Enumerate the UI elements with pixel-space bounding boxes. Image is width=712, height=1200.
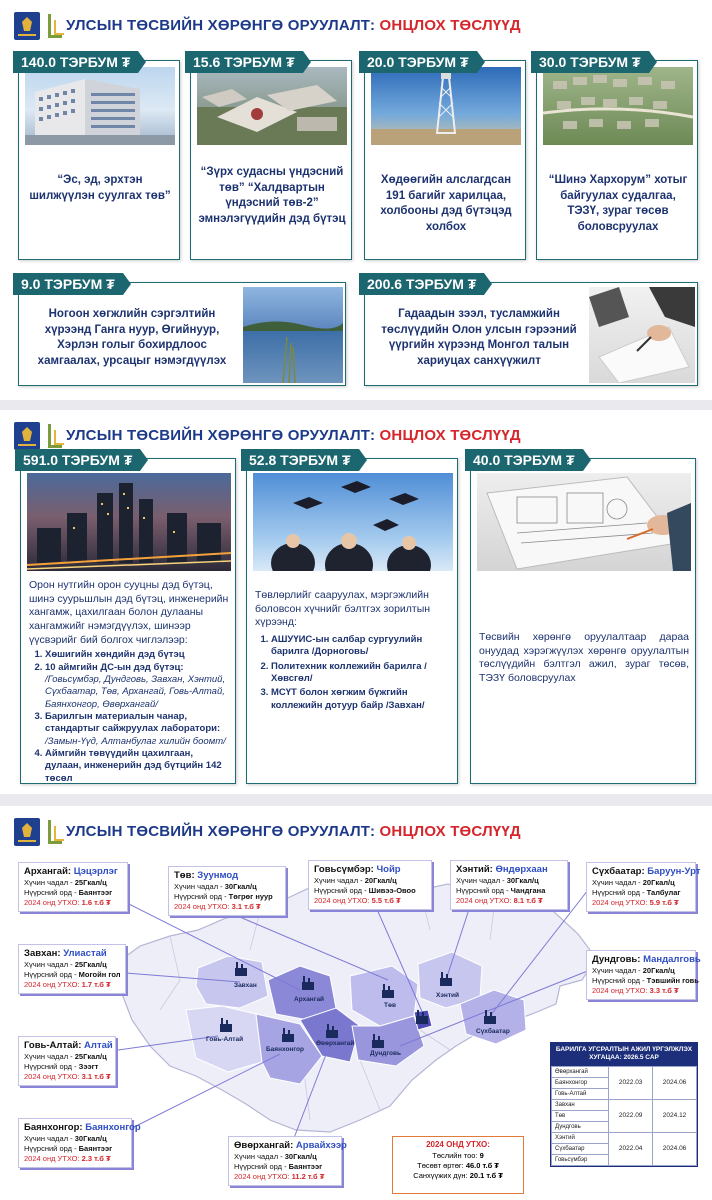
aimag-utxo: 2024 онд УТХО: 1.6 т.б ₮: [24, 897, 111, 907]
aimag-coal-field: Нүүрсний орд - Талбулаг: [592, 888, 681, 898]
project-description: Гадаадын зээл, тусламжийн төслүүдийн Олон улсын гэрээний үүргийн хүрээнд Монгол талын хариуцах санхүүжилт: [381, 308, 577, 367]
utxo-summary-box: [392, 1136, 524, 1194]
title-main: УЛСЫН ТӨСВИЙН ХӨРӨНГӨ ОРУУЛАЛТ:: [66, 17, 380, 34]
aimag-coal-field: Нүүрсний орд - Тэвшийн говь: [592, 976, 699, 986]
aimag-name: Төв: Зуунмод: [174, 870, 239, 881]
aimag-utxo: 2024 онд УТХО: 2.3 т.б ₮: [24, 1153, 111, 1163]
title-accent: ОНЦЛОХ ТӨСЛҮҮД: [379, 17, 521, 34]
table-cell: 2024.12: [653, 1099, 697, 1132]
aimag-box-sukhbaatar: [586, 862, 701, 912]
aimag-box-gobisumber: [308, 860, 432, 910]
aimag-capacity: Хүчин чадал - 20Гкал/ц: [592, 878, 675, 888]
education-intro: Төвлөрлийг сааруулах, мэргэжлийн боловсон хүчнийг бэлтгэх зорилтын хүрээнд:: [255, 589, 431, 629]
table-cell: Төв: [552, 1110, 609, 1121]
table-cell: Говь-Алтай: [552, 1088, 609, 1099]
aimag-capacity: Хүчин чадал - 25Гкал/ц: [24, 1052, 107, 1062]
table-cell: 2022.04: [609, 1132, 653, 1165]
table-cell: Говьсүмбэр: [552, 1154, 609, 1165]
aimag-name: Завхан: Улиастай: [24, 948, 107, 959]
aimag-coal-field: Нүүрсний орд - Баянтээг: [24, 1144, 113, 1154]
table-cell: Хэнтий: [552, 1132, 609, 1143]
region-label: Өвөрхангай: [316, 1040, 355, 1047]
summary-budget-cost: Төсөвт өртөг: 46.0 т.б ₮: [417, 1160, 499, 1170]
aimag-name: Дундговь: Мандалговь: [592, 954, 701, 965]
region-label: Завхан: [234, 982, 257, 989]
aimag-utxo: 2024 онд УТХО: 3.1 т.б ₮: [24, 1071, 111, 1081]
table-row: [552, 1132, 697, 1143]
amount-tag: 52.8 ТЭРБУМ ₮: [241, 449, 359, 471]
project-description: Ногоон хөгжлийн сэргэлтийн хүрээнд Ганга нуур, Өгийнуур, Хэрлэн голыг бохирдлоос хамгаалах, урсацыг нэмэгдүүлэх: [37, 308, 227, 367]
region-label: Дундговь: [370, 1050, 401, 1057]
aimag-name: Архангай: Цэцэрлэг: [24, 866, 118, 877]
amount-tag: 30.0 ТЭРБУМ ₮: [531, 51, 649, 73]
summary-title: 2024 ОНД УТХО:: [426, 1140, 490, 1149]
title-main: УЛСЫН ТӨСВИЙН ХӨРӨНГӨ ОРУУЛАЛТ:: [66, 823, 380, 840]
aimag-utxo: 2024 онд УТХО: 5.5 т.б ₮: [314, 895, 401, 905]
aimag-name: Сүхбаатар: Баруун-Урт: [592, 866, 701, 877]
amount-tag: 40.0 ТЭРБУМ ₮: [465, 449, 583, 471]
aimag-name: Хэнтий: Өндөрхаан: [456, 864, 548, 875]
schedule-title: БАРИЛГА УГСРАЛТЫН АЖИЛ ҮРГЭЛЖЛЭХ ХУГАЦАА: 2026.5 САР: [551, 1043, 697, 1066]
list-item-label: Барилгын материалын чанар, стандартыг сайжруулах лаборатори:: [45, 710, 221, 735]
aimag-capacity: Хүчин чадал - 30Гкал/ц: [234, 1152, 317, 1162]
schedule-table: [551, 1066, 697, 1166]
project-description: “Эс, эд, эрхтэн шилжүүлэн суулгах төв”: [29, 174, 171, 202]
table-row: [552, 1066, 697, 1077]
amount-tag: 15.6 ТЭРБУМ ₮: [185, 51, 303, 73]
aimag-coal-field: Нүүрсний орд - Баянтээг: [24, 888, 113, 898]
table-cell: 2024.06: [653, 1132, 697, 1165]
summary-project-count: Төслийн тоо: 9: [432, 1150, 484, 1160]
table-cell: 2022.03: [609, 1066, 653, 1099]
aimag-name: Говь-Алтай: Алтай: [24, 1040, 113, 1051]
construction-schedule: [550, 1042, 698, 1167]
aimag-utxo: 2024 онд УТХО: 11.2 т.б ₮: [234, 1171, 325, 1181]
list-item-label: 10 аймгийн ДС-ын дэд бүтэц:: [45, 661, 184, 673]
table-cell: Сүхбаатар: [552, 1143, 609, 1154]
region-label: Архангай: [294, 996, 325, 1003]
aimag-box-khentii: [450, 860, 568, 910]
amount-tag: 20.0 ТЭРБУМ ₮: [359, 51, 477, 73]
list-item: 3. МСҮТ болон хөгжим бүжгийн коллежийн дотуур байр /Завхан/: [271, 687, 453, 712]
aimag-capacity: Хүчин чадал - 25Гкал/ц: [24, 960, 107, 970]
list-item-label: Аймгийн төвүүдийн цахилгаан, дулаан, инженерийн дэд бүтцийн 142 төсөл: [45, 747, 222, 784]
aimag-coal-field: Нүүрсний орд - Төгрөг нуур: [174, 892, 273, 902]
aimag-utxo: 2024 онд УТХО: 8.1 т.б ₮: [456, 895, 543, 905]
table-cell: Өвөрхангай: [552, 1066, 609, 1077]
region-label: Баянхонгор: [266, 1046, 304, 1053]
title-accent: ОНЦЛОХ ТӨСЛҮҮД: [379, 823, 521, 840]
aimag-box-arkhangai: [18, 862, 128, 912]
aimag-capacity: Хүчин чадал - 30Гкал/ц: [174, 882, 257, 892]
aimag-capacity: Хүчин чадал - 30Гкал/ц: [24, 1134, 107, 1144]
list-item-sub: /Говьсүмбэр, Дундговь, Завхан, Хэнтий, Сүхбаатар, Төв, Архангай, Говь-Алтай, Баянхонгор, Өвөрхангай/: [45, 673, 226, 710]
aimag-box-tuv: [168, 866, 286, 916]
table-row: [552, 1099, 697, 1110]
summary-financing: Санхүүжих дүн: 20.1 т.б ₮: [413, 1171, 503, 1181]
aimag-name: Говьсүмбэр: Чойр: [314, 864, 401, 875]
housing-intro: Орон нутгийн орон сууцны дэд бүтэц, шинэ суурьшлын дэд бүтэц, инженерийн хангамж, цахилгаан болон дулааны хангамжийг нэмэгдүүлэх, шинээр үүсвэрийг бий болгох чиглэлээр:: [29, 579, 229, 646]
aimag-capacity: Хүчин чадал - 30Гкал/ц: [456, 876, 539, 886]
table-cell: Баянхонгор: [552, 1077, 609, 1088]
aimag-box-bayankhongor: [18, 1118, 141, 1168]
title-main: УЛСЫН ТӨСВИЙН ХӨРӨНГӨ ОРУУЛАЛТ:: [66, 427, 380, 444]
design-description: Төсвийн хөрөнгө оруулалтаар дараа онуудад хэрэгжүүлэх хөрөнгө оруулалтын төслүүдийн бэлтгэл ажил, зураг төсөв, ТЭЗҮ боловсруулах: [479, 631, 689, 684]
aimag-capacity: Хүчин чадал - 20Гкал/ц: [592, 966, 675, 976]
amount-tag: 140.0 ТЭРБУМ ₮: [13, 51, 138, 73]
aimag-coal-field: Нүүрсний орд - Баянтээг: [234, 1162, 323, 1172]
aimag-name: Баянхонгор: Баянхонгор: [24, 1122, 141, 1133]
table-cell: 2024.06: [653, 1066, 697, 1099]
project-description: “Зүрх судасны үндэсний төв” “Халдвартын үндэсний төв-2” эмнэлэгүүдийн дэд бүтэц: [198, 166, 346, 225]
region-label: Төв: [384, 1002, 396, 1009]
aimag-utxo: 2024 онд УТХО: 3.3 т.б ₮: [592, 985, 679, 995]
aimag-coal-field: Нүүрсний орд - Чандгана: [456, 886, 546, 896]
title-accent: ОНЦЛОХ ТӨСЛҮҮД: [379, 427, 521, 444]
aimag-utxo: 2024 онд УТХО: 1.7 т.б ₮: [24, 979, 111, 989]
aimag-name: Өвөрхангай: Арвайхээр: [234, 1140, 347, 1151]
list-item: 2. Политехник коллежийн барилга /Хөвсгөл/: [271, 661, 453, 686]
aimag-coal-field: Нүүрсний орд - Шивээ-Овоо: [314, 886, 416, 896]
aimag-box-uvurkhangai: [228, 1136, 347, 1186]
table-cell: Завхан: [552, 1099, 609, 1110]
list-item-label: Хөшигийн хөндийн дэд бүтэц: [45, 649, 185, 661]
aimag-utxo: 2024 онд УТХО: 5.9 т.б ₮: [592, 897, 679, 907]
aimag-box-gobi-altai: [18, 1036, 116, 1086]
amount-tag: 9.0 ТЭРБУМ ₮: [13, 273, 123, 295]
aimag-box-dundgovi: [586, 950, 701, 1000]
aimag-utxo: 2024 онд УТХО: 3.1 т.б ₮: [174, 901, 261, 911]
aimag-box-zavkhan: [18, 944, 126, 994]
region-label: Говь-Алтай: [206, 1036, 244, 1043]
amount-tag: 200.6 ТЭРБУМ ₮: [359, 273, 484, 295]
aimag-coal-field: Нүүрсний орд - Зээгт: [24, 1062, 99, 1072]
region-label: Сүхбаатар: [476, 1028, 510, 1035]
list-item: 1. АШУҮИС-ын салбар сургуулийн барилга /Дорноговь/: [271, 634, 453, 659]
table-cell: 2022.09: [609, 1099, 653, 1132]
aimag-capacity: Хүчин чадал - 25Гкал/ц: [24, 878, 107, 888]
project-description: Хөдөөгийн алслагдсан 191 багийг харилцаа, холбооны дэд бүтэцэд холбох: [380, 174, 512, 233]
aimag-coal-field: Нүүрсний орд - Могойн гол: [24, 970, 121, 980]
aimag-capacity: Хүчин чадал - 20Гкал/ц: [314, 876, 397, 886]
project-description: “Шинэ Хархорум” хотыг байгуулах судалгаа, ТЭЗҮ, зураг төсөв боловсруулах: [548, 174, 688, 233]
amount-tag: 591.0 ТЭРБУМ ₮: [15, 449, 140, 471]
list-item-sub: /Замын-Үүд, Алтанбулаг хилийн боомт/: [45, 735, 226, 747]
table-cell: Дундговь: [552, 1121, 609, 1132]
region-label: Хэнтий: [436, 992, 460, 999]
